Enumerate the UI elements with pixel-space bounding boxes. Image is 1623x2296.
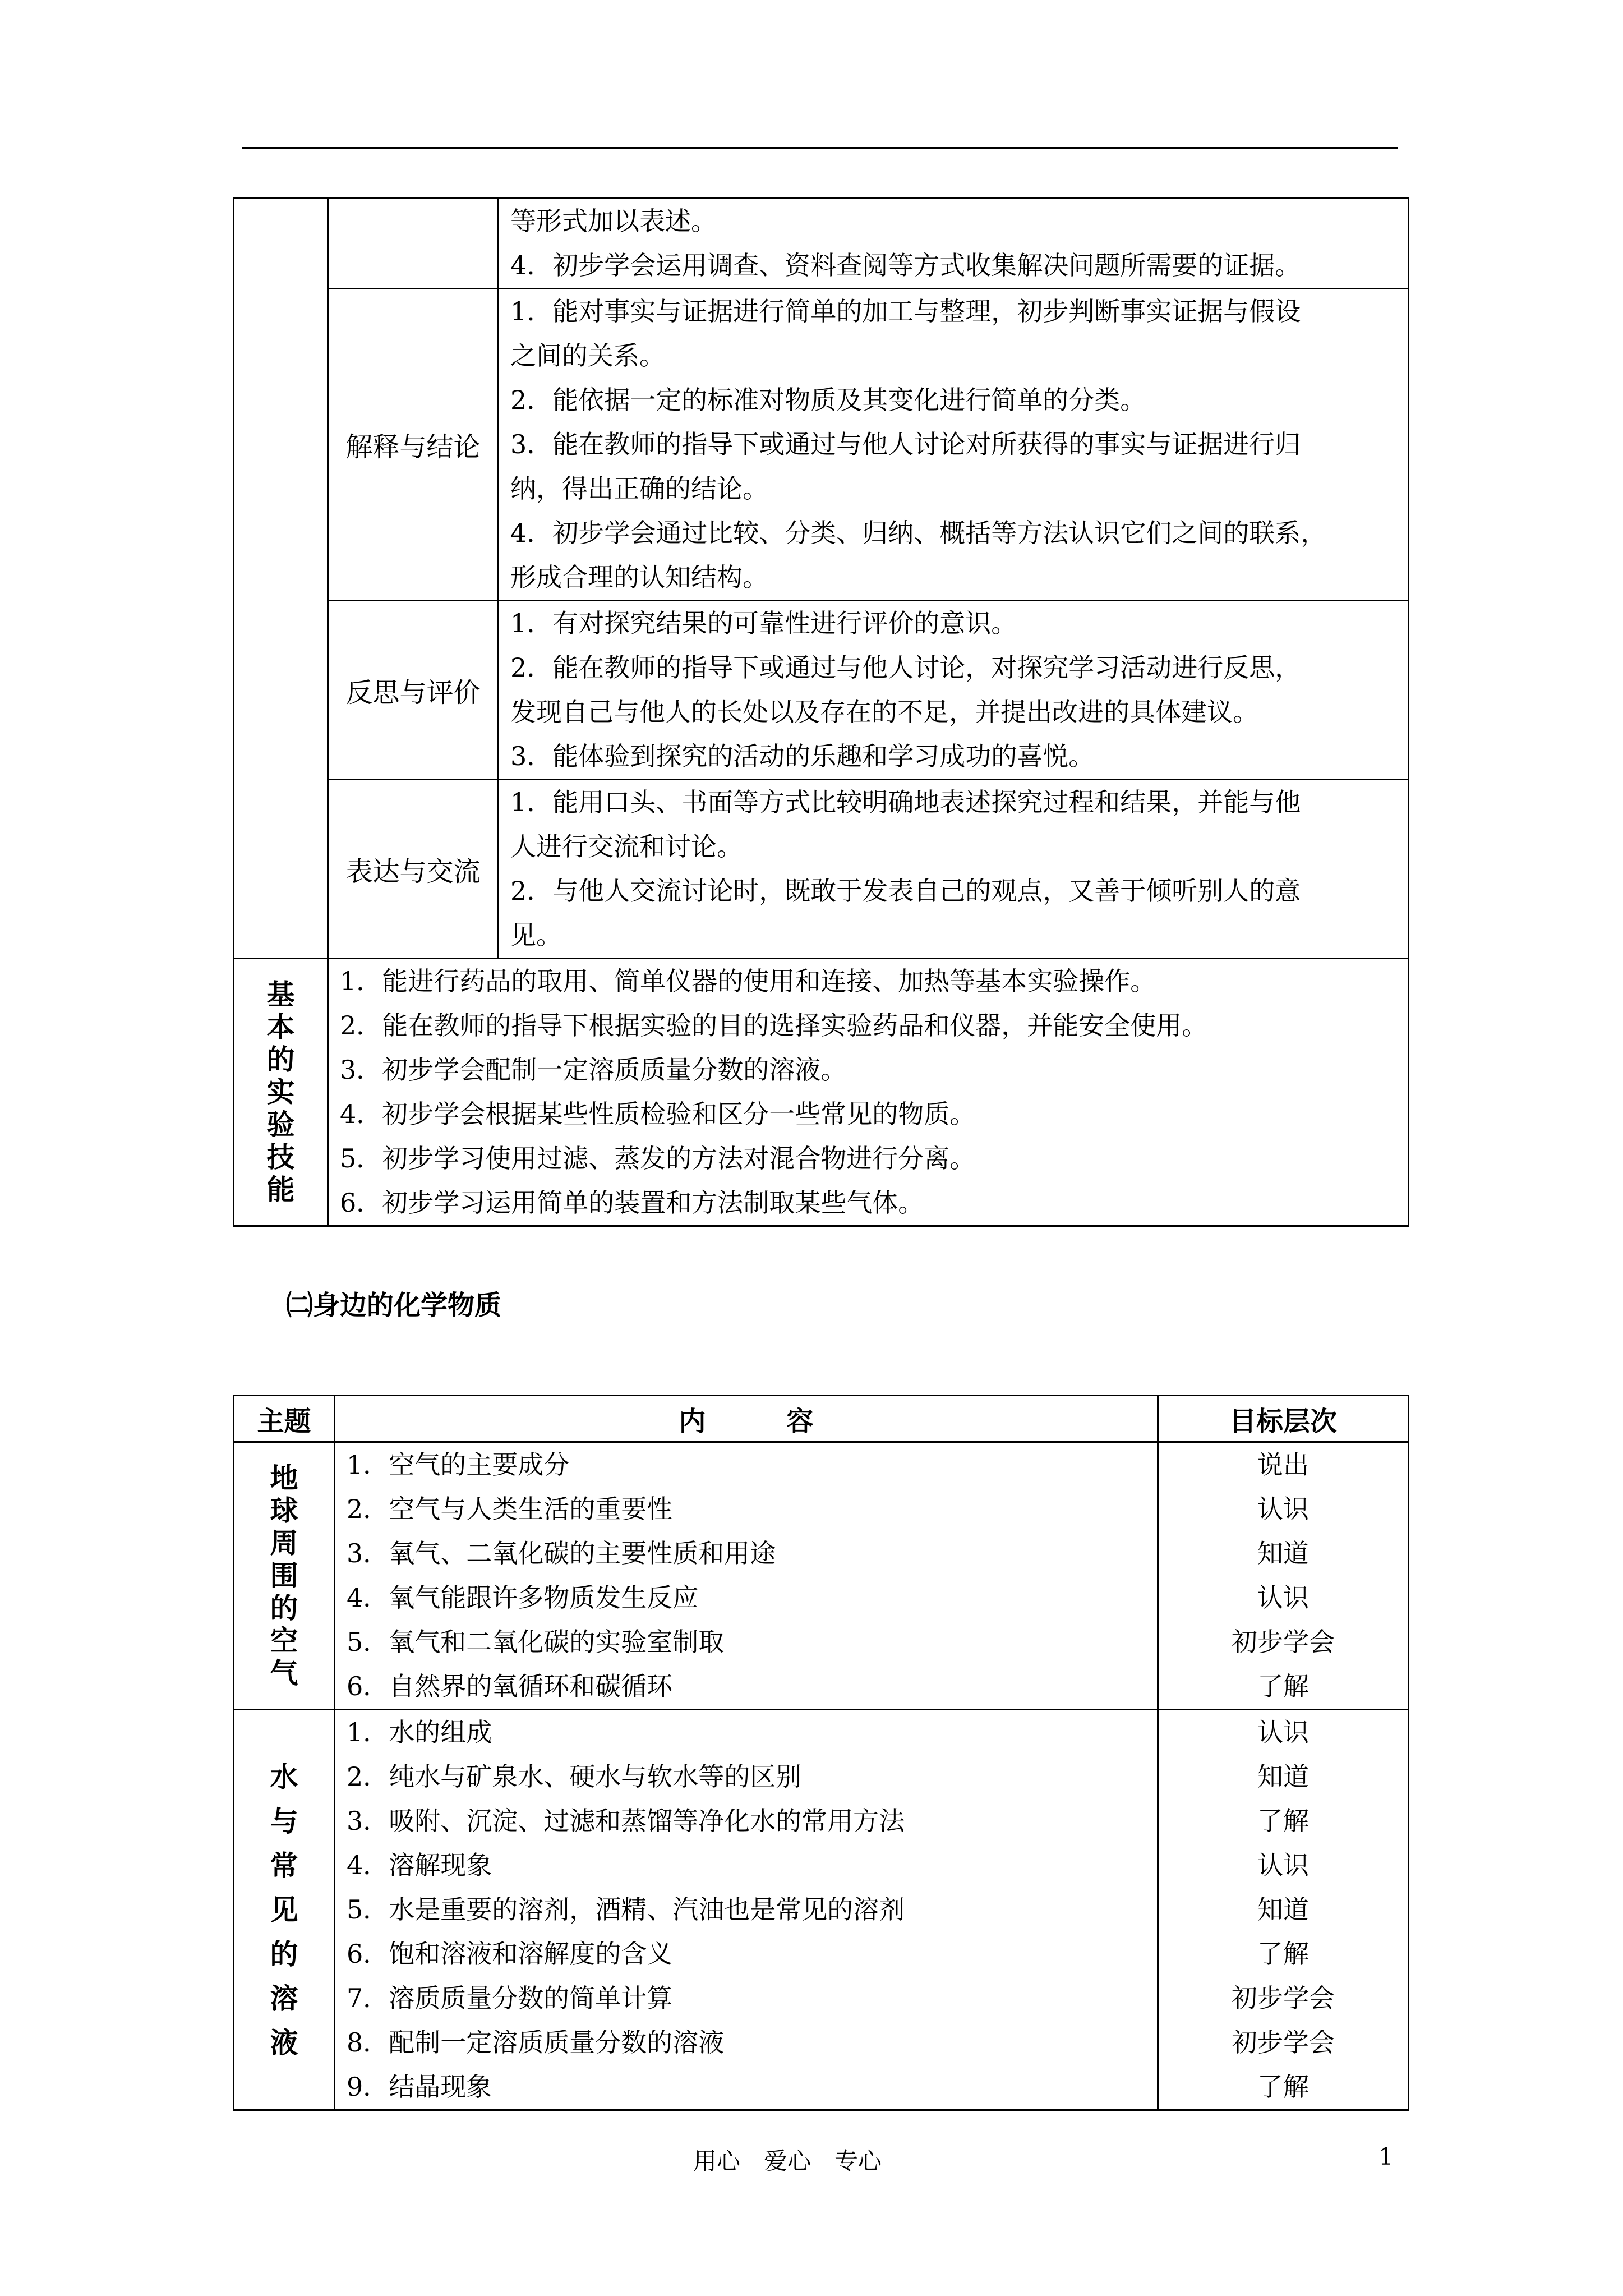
- table-row: [234, 601, 1409, 780]
- content-line: 2．能在教师的指导下根据实验的目的选择实验药品和仪器，并能安全使用。: [340, 1010, 1208, 1041]
- target-level: 知道: [1257, 1761, 1309, 1792]
- label-char: 的: [270, 1591, 298, 1625]
- content-line: 7．溶质质量分数的简单计算: [347, 1983, 673, 2013]
- content-line: 1．空气的主要成分: [347, 1450, 570, 1480]
- label-char: 围: [270, 1559, 298, 1592]
- content-line: 6．自然界的氧循环和碳循环: [347, 1671, 673, 1701]
- label-char: 与: [270, 1805, 298, 1838]
- content-line: 1．能用口头、书面等方式比较明确地表述探究过程和结果，并能与他: [510, 787, 1301, 817]
- content-line: 2．空气与人类生活的重要性: [347, 1494, 673, 1524]
- target-cell: [1158, 1442, 1409, 1710]
- content-cell: [499, 289, 1409, 601]
- label-char: 常: [270, 1849, 298, 1882]
- table-row: [234, 780, 1409, 959]
- target-level: 认识: [1257, 1494, 1309, 1524]
- label-char: 空: [270, 1624, 298, 1657]
- header-content: 内 容: [335, 1396, 1158, 1442]
- topic-label-vertical: [234, 1710, 335, 2110]
- label-char: 地: [270, 1461, 298, 1494]
- label-char: 水: [270, 1760, 298, 1793]
- content-line: 4．初步学会根据某些性质检验和区分一些常见的物质。: [340, 1099, 976, 1129]
- content-line: 5．初步学习使用过滤、蒸发的方法对混合物进行分离。: [340, 1143, 976, 1174]
- label-char: 能: [266, 1173, 295, 1206]
- content-line: 1．水的组成: [347, 1717, 492, 1747]
- content-cell: [499, 601, 1409, 780]
- label-char: 溶: [270, 1982, 298, 2015]
- content-line: 9．结晶现象: [347, 2072, 492, 2102]
- target-level: 认识: [1257, 1717, 1309, 1747]
- target-level: 初步学会: [1232, 1983, 1335, 2013]
- content-cell: [499, 199, 1409, 289]
- header-target: 目标层次: [1158, 1396, 1409, 1442]
- content-line: 见。: [510, 920, 562, 950]
- content-line: 8．配制一定溶质质量分数的溶液: [347, 2027, 725, 2058]
- content-line: 5．氧气和二氧化碳的实验室制取: [347, 1627, 725, 1657]
- target-level: 了解: [1257, 1671, 1309, 1701]
- target-level: 知道: [1257, 1538, 1309, 1568]
- target-level: 初步学会: [1232, 1627, 1335, 1657]
- target-level: 了解: [1257, 1806, 1309, 1836]
- content-line: 纳，得出正确的结论。: [510, 473, 768, 504]
- table-header-row: [234, 1396, 1409, 1442]
- content-line: 2．纯水与矿泉水、硬水与软水等的区别: [347, 1761, 802, 1792]
- content-line: 之间的关系。: [510, 341, 665, 371]
- label-char: 的: [266, 1043, 295, 1076]
- header-rule: [242, 147, 1398, 149]
- label-char: 周: [270, 1526, 298, 1559]
- content-line: 2．与他人交流讨论时，既敢于发表自己的观点，又善于倾听别人的意: [510, 876, 1301, 906]
- label-char: 气: [270, 1657, 298, 1690]
- content-line: 6．饱和溶液和溶解度的含义: [347, 1939, 673, 1969]
- label-char: 本: [266, 1010, 295, 1043]
- label-char: 技: [266, 1140, 295, 1174]
- content-line: 3．能体验到探究的活动的乐趣和学习成功的喜悦。: [510, 741, 1095, 771]
- topic-label-vertical: [234, 1442, 335, 1710]
- content-line: 人进行交流和讨论。: [510, 831, 743, 862]
- target-level: 了解: [1257, 1939, 1309, 1969]
- label-char: 液: [270, 2026, 298, 2059]
- sub-label: 表达与交流: [328, 780, 499, 959]
- header-topic: 主题: [234, 1396, 335, 1442]
- content-line: 1．能对事实与证据进行简单的加工与整理，初步判断事实证据与假设: [510, 296, 1301, 326]
- category-label-vertical: [234, 959, 328, 1226]
- content-line: 3．初步学会配制一定溶质质量分数的溶液。: [340, 1055, 847, 1085]
- label-char: 实: [266, 1075, 295, 1108]
- content-line: 5．水是重要的溶剂，酒精、汽油也是常见的溶剂: [347, 1894, 905, 1925]
- table-row: [234, 1442, 1409, 1710]
- page-number: 1: [1378, 2143, 1394, 2170]
- content-line: 1．能进行药品的取用、简单仪器的使用和连接、加热等基本实验操作。: [340, 966, 1156, 996]
- target-level: 初步学会: [1232, 2027, 1335, 2058]
- content-line: 6．初步学习运用简单的装置和方法制取某些气体。: [340, 1188, 924, 1218]
- content-line: 2．能在教师的指导下或通过与他人讨论，对探究学习活动进行反思，: [510, 652, 1301, 683]
- table-row: [234, 199, 1409, 289]
- category-cell-blank: [234, 199, 328, 959]
- content-line: 3．吸附、沉淀、过滤和蒸馏等净化水的常用方法: [347, 1806, 905, 1836]
- target-level: 知道: [1257, 1894, 1309, 1925]
- content-line: 3．能在教师的指导下或通过与他人讨论对所获得的事实与证据进行归: [510, 429, 1301, 459]
- table-row: [234, 959, 1409, 1226]
- target-level: 认识: [1257, 1850, 1309, 1880]
- content-line: 形成合理的认知结构。: [510, 562, 768, 592]
- footer-slogan: 用心 爱心 专心: [693, 2147, 882, 2175]
- content-cell: [335, 1710, 1158, 2110]
- content-line: 4．初步学会通过比较、分类、归纳、概括等方法认识它们之间的联系，: [510, 518, 1327, 548]
- content-cell: [499, 780, 1409, 959]
- content-cell: [335, 1442, 1158, 1710]
- label-char: 球: [270, 1494, 298, 1527]
- label-char: 见: [270, 1893, 298, 1926]
- content-line: 4．初步学会运用调查、资料查阅等方式收集解决问题所需要的证据。: [510, 250, 1301, 280]
- content-line: 2．能依据一定的标准对物质及其变化进行简单的分类。: [510, 385, 1146, 415]
- content-line: 4．氧气能跟许多物质发生反应: [347, 1582, 699, 1613]
- label-char: 基: [266, 978, 295, 1011]
- content-line: 1．有对探究结果的可靠性进行评价的意识。: [510, 608, 1017, 638]
- chemistry-topics-table: [233, 1395, 1409, 2111]
- sub-label: 解释与结论: [328, 289, 499, 601]
- content-cell: [328, 959, 1409, 1226]
- label-char: 的: [270, 1938, 298, 1971]
- target-level: 说出: [1257, 1450, 1309, 1480]
- inquiry-table: [233, 197, 1409, 1227]
- content-line: 4．溶解现象: [347, 1850, 492, 1880]
- table-row: [234, 289, 1409, 601]
- content-line: 3．氧气、二氧化碳的主要性质和用途: [347, 1538, 776, 1568]
- label-char: 验: [266, 1108, 295, 1141]
- content-line: 等形式加以表述。: [510, 206, 717, 236]
- sub-label-cell-blank: [328, 199, 499, 289]
- target-level: 认识: [1257, 1582, 1309, 1613]
- target-level: 了解: [1257, 2072, 1309, 2102]
- sub-label: 反思与评价: [328, 601, 499, 780]
- target-cell: [1158, 1710, 1409, 2110]
- section-title: ㈡身边的化学物质: [286, 1290, 502, 1321]
- table-row: [234, 1710, 1409, 2110]
- content-line: 发现自己与他人的长处以及存在的不足，并提出改进的具体建议。: [510, 697, 1258, 727]
